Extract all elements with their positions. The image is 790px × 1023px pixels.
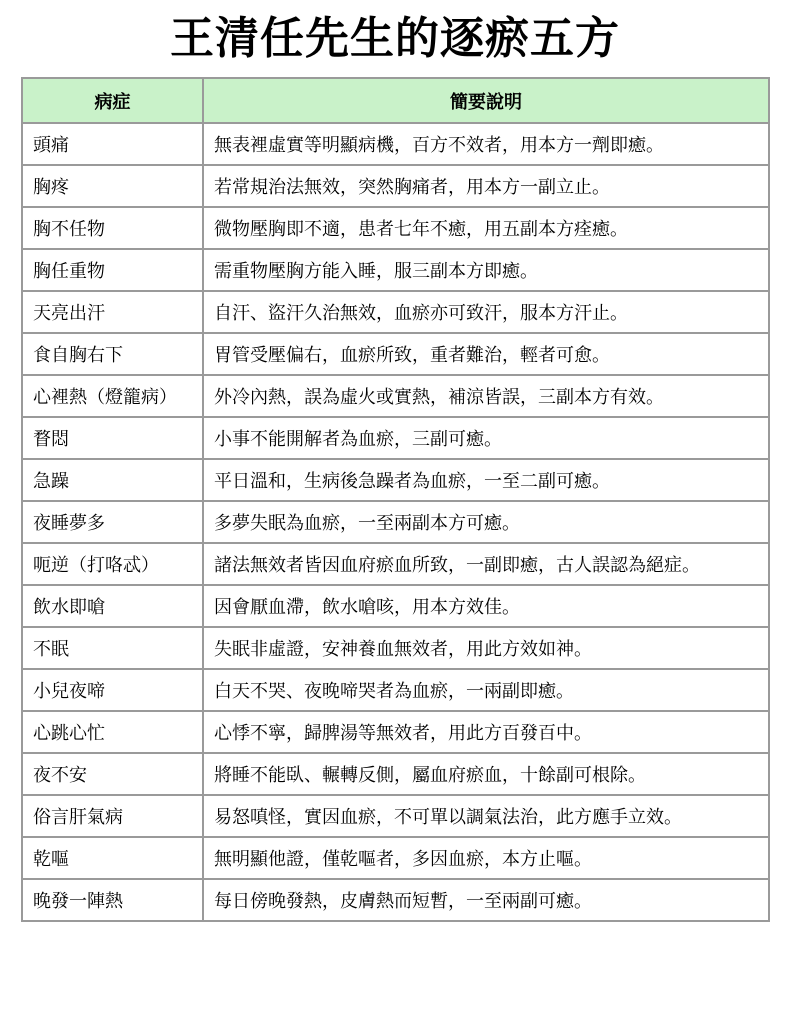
description-cell: 胃管受壓偏右，血瘀所致，重者難治，輕者可愈。 — [203, 333, 769, 375]
symptom-cell: 不眠 — [22, 627, 203, 669]
table-row — [22, 585, 769, 627]
table-row — [22, 291, 769, 333]
description-cell: 無明顯他證，僅乾嘔者，多因血瘀，本方止嘔。 — [203, 837, 769, 879]
table-row — [22, 795, 769, 837]
symptom-cell: 飲水即嗆 — [22, 585, 203, 627]
table-row — [22, 753, 769, 795]
symptom-cell: 胸任重物 — [22, 249, 203, 291]
symptom-cell: 心跳心忙 — [22, 711, 203, 753]
description-cell: 平日溫和，生病後急躁者為血瘀，一至二副可癒。 — [203, 459, 769, 501]
description-cell: 易怒嗔怪，實因血瘀，不可單以調氣法治，此方應手立效。 — [203, 795, 769, 837]
symptom-cell: 小兒夜啼 — [22, 669, 203, 711]
remedy-table — [21, 77, 770, 922]
table-row — [22, 627, 769, 669]
symptom-cell: 天亮出汗 — [22, 291, 203, 333]
table-row — [22, 123, 769, 165]
description-cell: 無表裡虛實等明顯病機，百方不效者，用本方一劑即癒。 — [203, 123, 769, 165]
table-body — [22, 123, 769, 921]
page-title: 王清任先生的逐瘀五方 — [170, 13, 620, 64]
symptom-cell: 瞀悶 — [22, 417, 203, 459]
description-cell: 微物壓胸即不適，患者七年不癒，用五副本方痊癒。 — [203, 207, 769, 249]
description-cell: 失眠非虛證，安神養血無效者，用此方效如神。 — [203, 627, 769, 669]
symptom-cell: 晚發一陣熱 — [22, 879, 203, 921]
symptom-cell: 乾嘔 — [22, 837, 203, 879]
table-row — [22, 417, 769, 459]
description-cell: 心悸不寧，歸脾湯等無效者，用此方百發百中。 — [203, 711, 769, 753]
description-cell: 若常規治法無效，突然胸痛者，用本方一副立止。 — [203, 165, 769, 207]
symptom-cell: 胸疼 — [22, 165, 203, 207]
table-row — [22, 543, 769, 585]
description-cell: 將睡不能臥、輾轉反側，屬血府瘀血，十餘副可根除。 — [203, 753, 769, 795]
symptom-cell: 胸不任物 — [22, 207, 203, 249]
symptom-cell: 急躁 — [22, 459, 203, 501]
table-row — [22, 669, 769, 711]
table-row — [22, 879, 769, 921]
symptom-cell: 夜不安 — [22, 753, 203, 795]
table-row — [22, 501, 769, 543]
table-row — [22, 165, 769, 207]
description-cell: 外冷內熱，誤為虛火或實熱，補涼皆誤，三副本方有效。 — [203, 375, 769, 417]
table-row — [22, 459, 769, 501]
table-row — [22, 333, 769, 375]
table-row — [22, 207, 769, 249]
table-header-row — [22, 78, 769, 123]
symptom-cell: 夜睡夢多 — [22, 501, 203, 543]
table-row — [22, 249, 769, 291]
description-cell: 每日傍晚發熱，皮膚熱而短暫，一至兩副可癒。 — [203, 879, 769, 921]
table-header — [22, 78, 769, 123]
symptom-cell: 頭痛 — [22, 123, 203, 165]
symptom-cell: 俗言肝氣病 — [22, 795, 203, 837]
table-row — [22, 375, 769, 417]
description-cell: 因會厭血滯，飲水嗆咳，用本方效佳。 — [203, 585, 769, 627]
description-cell: 白天不哭、夜晚啼哭者為血瘀，一兩副即癒。 — [203, 669, 769, 711]
description-cell: 小事不能開解者為血瘀，三副可癒。 — [203, 417, 769, 459]
table-row — [22, 711, 769, 753]
description-cell: 自汗、盜汗久治無效，血瘀亦可致汗，服本方汗止。 — [203, 291, 769, 333]
column-header-symptom: 病症 — [22, 78, 203, 123]
symptom-cell: 心裡熱（燈籠病） — [22, 375, 203, 417]
symptom-cell: 食自胸右下 — [22, 333, 203, 375]
description-cell: 諸法無效者皆因血府瘀血所致，一副即癒，古人誤認為絕症。 — [203, 543, 769, 585]
column-header-description: 簡要說明 — [203, 78, 769, 123]
description-cell: 多夢失眠為血瘀，一至兩副本方可癒。 — [203, 501, 769, 543]
symptom-cell: 呃逆（打咯忒） — [22, 543, 203, 585]
description-cell: 需重物壓胸方能入睡，服三副本方即癒。 — [203, 249, 769, 291]
table-row — [22, 837, 769, 879]
